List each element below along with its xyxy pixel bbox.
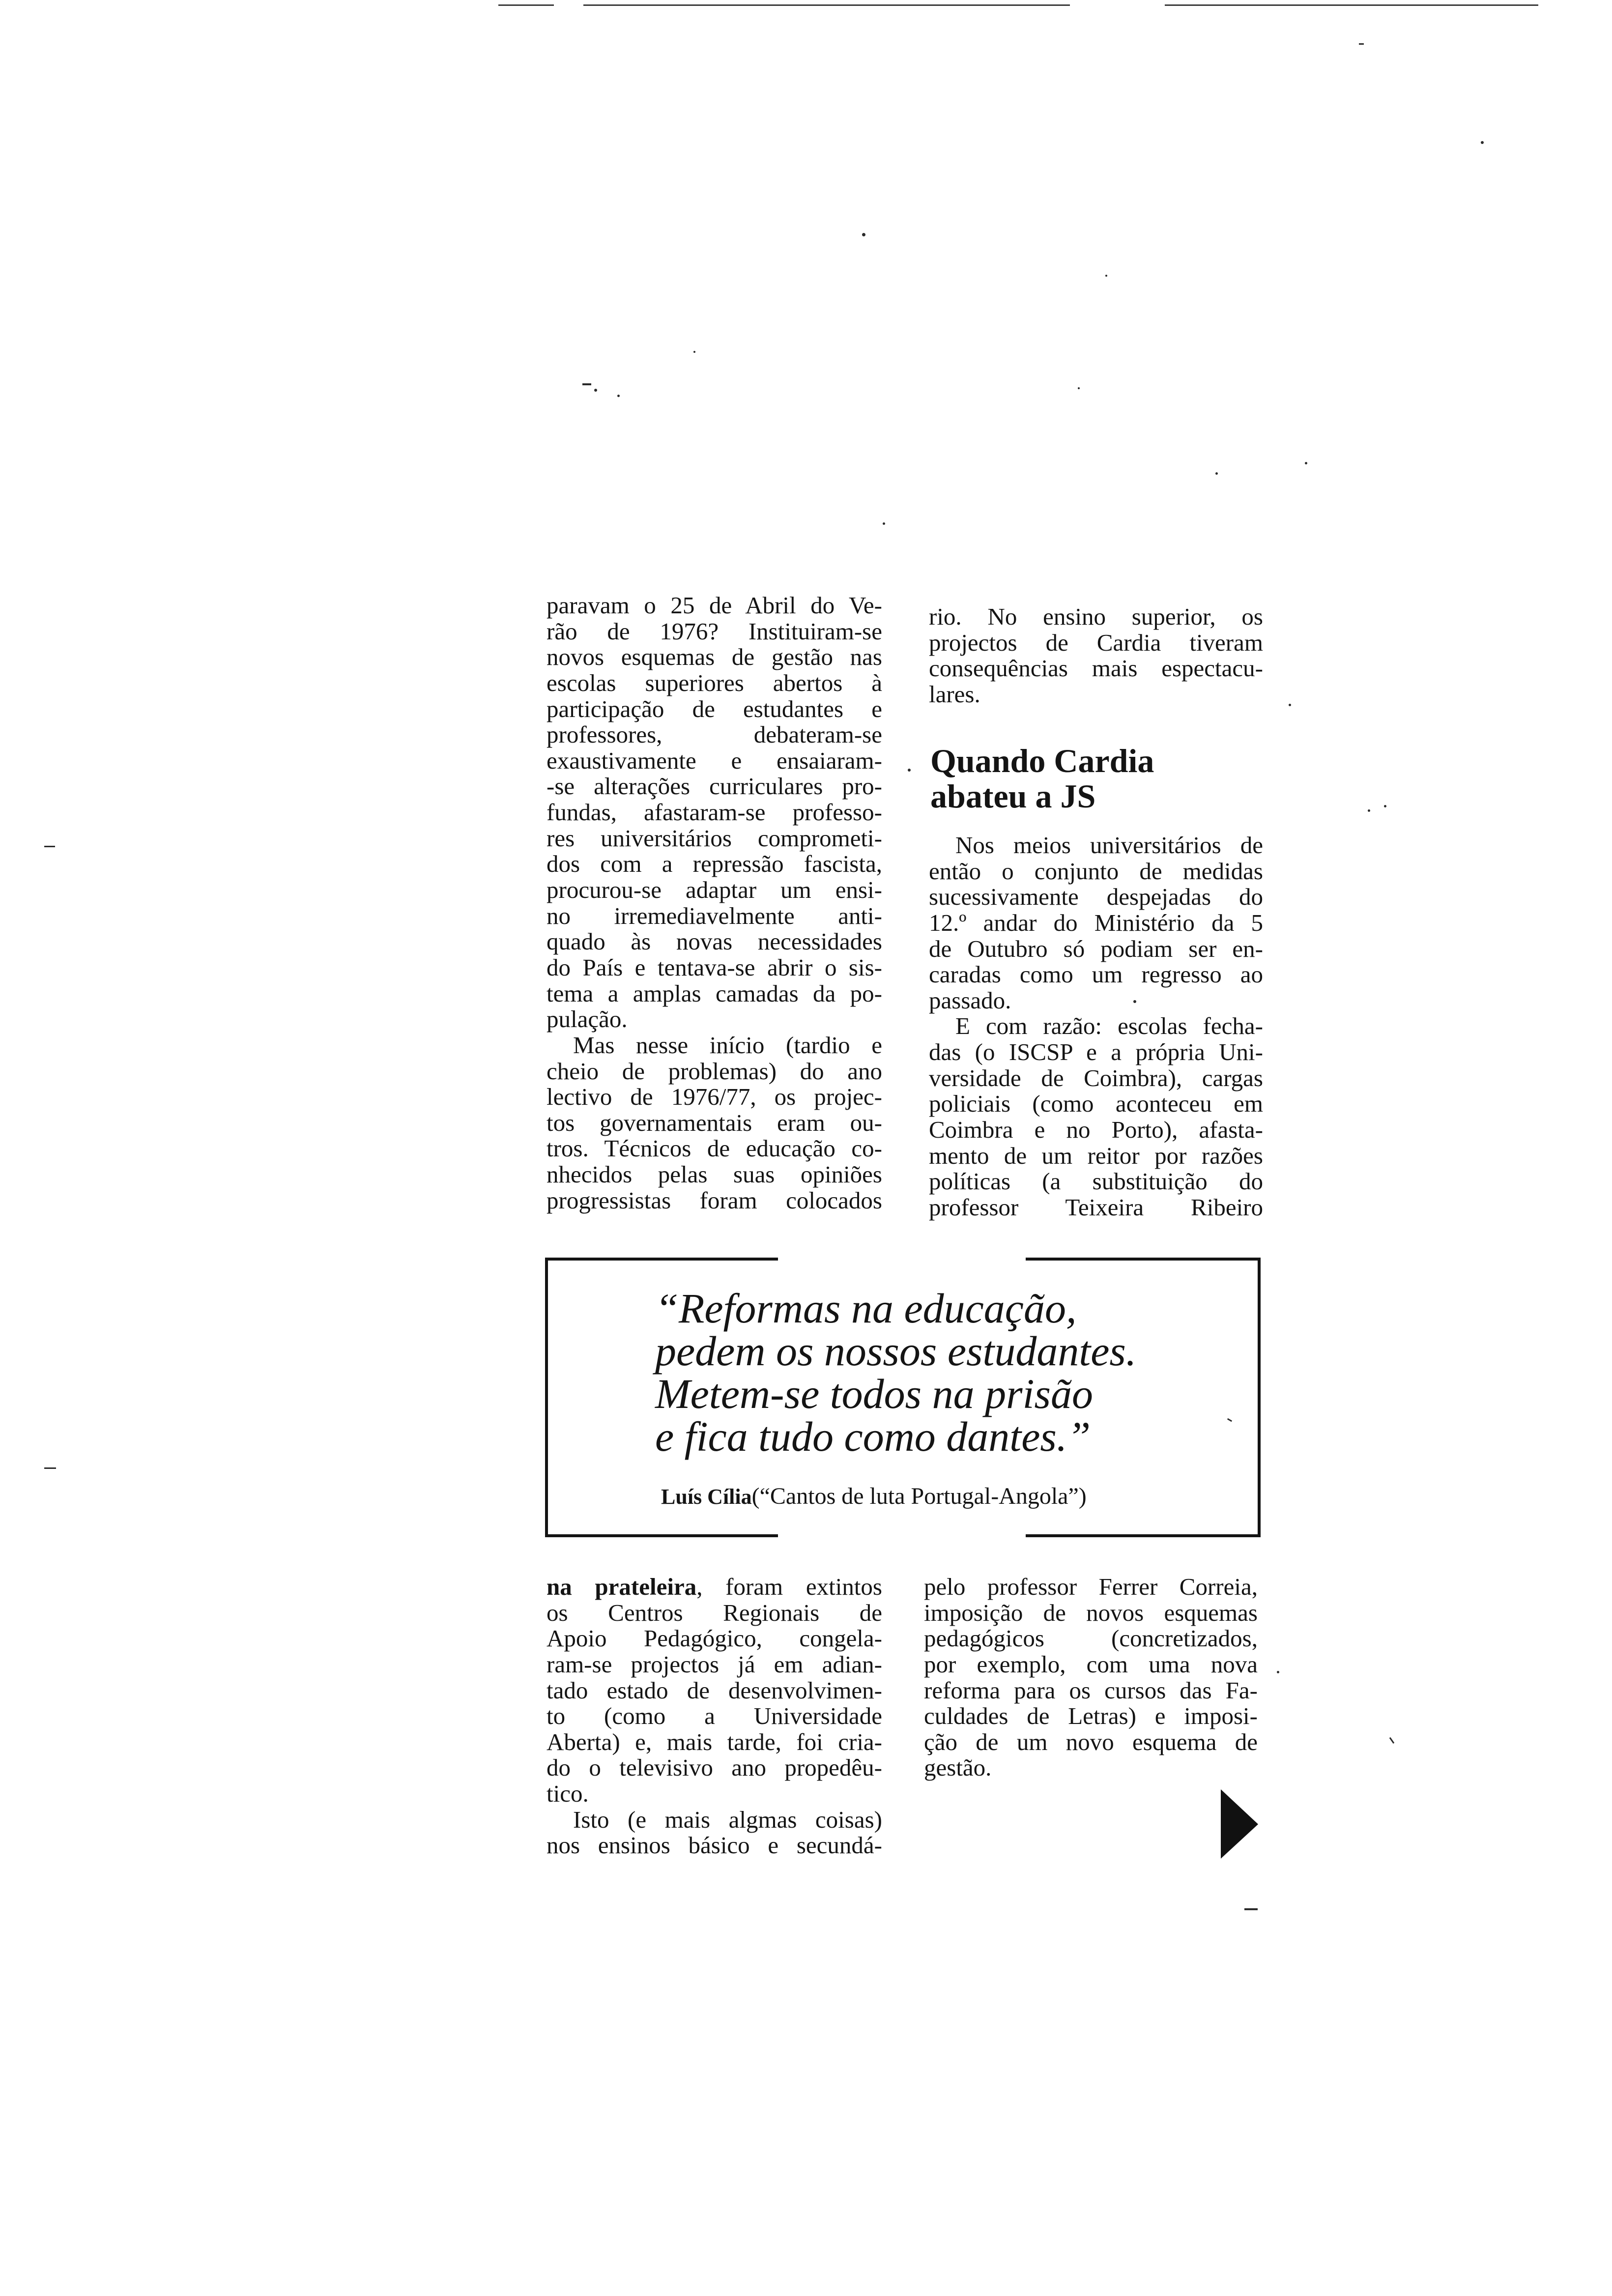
scan-speck — [617, 395, 620, 397]
text-line: caradas como um regresso ao — [929, 961, 1263, 988]
text-line: versidade de Coimbra), cargas — [929, 1064, 1263, 1091]
scan-speck — [582, 383, 591, 385]
quote-source: (“Cantos de luta Portugal-Angola”) — [751, 1483, 1087, 1509]
scan-speck — [1105, 275, 1107, 277]
scan-speck — [1305, 462, 1307, 464]
text-line: exaustivamente e ensaiaram- — [547, 746, 882, 774]
text-line: então o conjunto de medidas — [929, 857, 1263, 885]
text-line: Nos meios universitários de — [955, 832, 1263, 859]
heading-line: Quando Cardia — [930, 742, 1154, 779]
pull-quote-border — [545, 1258, 778, 1261]
text-line: do o televisivo ano propedêu- — [547, 1754, 882, 1781]
column-2-middle — [929, 832, 1263, 1221]
text-line: rio. No ensino superior, os — [929, 603, 1263, 630]
text-line: pulação. — [547, 1005, 628, 1033]
top-rule — [583, 4, 1070, 6]
scan-speck — [862, 233, 865, 236]
scan-speck — [1384, 805, 1386, 807]
text-line: imposição de novos esquemas — [924, 1599, 1258, 1626]
text-line: lectivo de 1976/77, os projec- — [547, 1083, 882, 1111]
text-line: de Outubro só podiam ser en- — [929, 935, 1263, 962]
quote-line: e fica tudo como dantes.” — [655, 1413, 1091, 1460]
scan-speck — [1389, 1737, 1394, 1744]
paragraph — [929, 604, 1263, 708]
text-line: nhecidos pelas suas opiniões — [547, 1161, 882, 1188]
text-run: , foram extintos — [696, 1573, 883, 1600]
text-line: Isto (e mais algmas coisas) — [573, 1806, 882, 1833]
scan-speck — [1289, 704, 1291, 706]
paragraph — [929, 832, 1263, 1013]
paragraph — [547, 1807, 882, 1859]
paragraph — [547, 1033, 882, 1213]
pull-quote-border — [1026, 1258, 1261, 1261]
text-line: rão de 1976? Instituiram-se — [547, 617, 882, 645]
quote-line: pedem os nossos estudantes. — [655, 1327, 1137, 1375]
quote-line: Metem-se todos na prisão — [655, 1370, 1093, 1417]
text-line: Mas nesse início (tardio e — [573, 1031, 882, 1059]
pull-quote-text — [655, 1287, 1245, 1458]
quote-line: “Reformas na educação, — [655, 1285, 1077, 1332]
text-line: culdades de Letras) e imposi- — [924, 1702, 1258, 1730]
scan-speck — [1078, 387, 1080, 389]
text-line: E com razão: escolas fecha- — [955, 1012, 1263, 1040]
scan-speck — [44, 1467, 56, 1469]
text-line: projectos de Cardia tiveram — [929, 629, 1263, 656]
text-line: res universitários comprometi- — [547, 824, 882, 852]
pull-quote-border — [545, 1534, 778, 1537]
text-line: fundas, afastaram-se professo- — [547, 799, 882, 826]
text-line: cheio de problemas) do ano — [547, 1057, 882, 1085]
text-line: nos ensinos básico e secundá- — [547, 1832, 882, 1859]
text-line: Coimbra e no Porto), afasta- — [929, 1116, 1263, 1144]
text-line — [547, 1574, 882, 1600]
text-line: procurou-se adaptar um ensi- — [547, 876, 882, 904]
text-line: novos esquemas de gestão nas — [547, 643, 882, 671]
lead-in-bold: na prateleira — [547, 1573, 697, 1600]
text-line: escolas superiores abertos à — [547, 669, 882, 696]
column-1-top — [547, 593, 882, 1213]
text-line: gestão. — [924, 1754, 992, 1781]
text-line: -se alterações curriculares pro- — [547, 773, 882, 800]
pull-quote-border — [1026, 1534, 1261, 1537]
scan-speck — [1368, 809, 1370, 812]
top-rule — [498, 4, 554, 6]
text-line: por exemplo, com uma nova — [924, 1650, 1258, 1678]
scan-speck — [1481, 141, 1484, 144]
text-line: do País e tentava-se abrir o sis- — [547, 953, 882, 981]
text-line: tema a amplas camadas da po- — [547, 979, 882, 1007]
scan-speck — [1359, 43, 1364, 45]
text-line: os Centros Regionais de — [547, 1599, 882, 1626]
column-2-top — [929, 604, 1263, 708]
quote-author: Luís Cília — [661, 1485, 752, 1509]
text-line: tros. Técnicos de educação co- — [547, 1135, 882, 1162]
scan-speck — [908, 769, 911, 772]
top-rule — [1165, 4, 1538, 6]
text-line: tos governamentais eram ou- — [547, 1109, 882, 1136]
text-line: ção de um novo esquema de — [924, 1728, 1258, 1755]
text-line: reforma para os cursos das Fa- — [924, 1676, 1258, 1704]
scan-speck — [594, 389, 597, 392]
paragraph — [929, 1013, 1263, 1220]
text-line: professor Teixeira Ribeiro — [929, 1193, 1263, 1221]
scan-speck — [1244, 1908, 1258, 1910]
text-line: 12.º andar do Ministério da 5 — [929, 909, 1263, 936]
heading-line: abateu a JS — [930, 777, 1096, 815]
text-line: paravam o 25 de Abril do Ve- — [547, 592, 882, 619]
text-line: progressistas foram colocados — [547, 1186, 882, 1214]
text-line: quado às novas necessidades — [547, 928, 882, 955]
text-line: policiais (como aconteceu em — [929, 1090, 1263, 1118]
text-line: no irremediavelmente anti- — [547, 902, 882, 929]
scan-speck — [1215, 472, 1218, 475]
text-line: tico. — [547, 1780, 589, 1808]
scan-speck — [883, 522, 885, 525]
scan-speck — [693, 351, 695, 353]
scan-speck — [44, 846, 55, 847]
text-line: sucessivamente despejadas do — [929, 883, 1263, 911]
text-line: participação de estudantes e — [547, 695, 882, 722]
text-line: políticas (a substituição do — [929, 1168, 1263, 1195]
column-1-bottom — [547, 1574, 882, 1859]
text-line: mento de um reitor por razões — [929, 1142, 1263, 1169]
text-line: pedagógicos (concretizados, — [924, 1625, 1258, 1652]
text-line: Apoio Pedagógico, congela- — [547, 1625, 882, 1652]
section-heading — [930, 743, 1265, 814]
text-line: ram-se projectos já em adian- — [547, 1650, 882, 1678]
text-line: passado. — [929, 986, 1011, 1014]
quote-attribution — [661, 1484, 1087, 1515]
text-line: pelo professor Ferrer Correia, — [924, 1573, 1258, 1600]
text-line: Aberta) e, mais tarde, foi cria- — [547, 1728, 882, 1755]
text-line: dos com a repressão fascista, — [547, 850, 882, 878]
text-line: professores, debateram-se — [547, 721, 882, 748]
text-line: lares. — [929, 680, 980, 708]
text-line: tado estado de desenvolvimen- — [547, 1676, 882, 1704]
scan-speck — [1277, 1671, 1279, 1673]
paragraph — [924, 1574, 1258, 1781]
column-2-bottom — [924, 1574, 1258, 1781]
text-line: consequências mais espectacu- — [929, 655, 1263, 682]
paragraph — [547, 1574, 882, 1807]
text-line: to (como a Universidade — [547, 1702, 882, 1730]
continue-arrow-icon — [1221, 1789, 1258, 1859]
text-line: das (o ISCSP e a própria Uni- — [929, 1038, 1263, 1066]
paragraph — [547, 593, 882, 1033]
